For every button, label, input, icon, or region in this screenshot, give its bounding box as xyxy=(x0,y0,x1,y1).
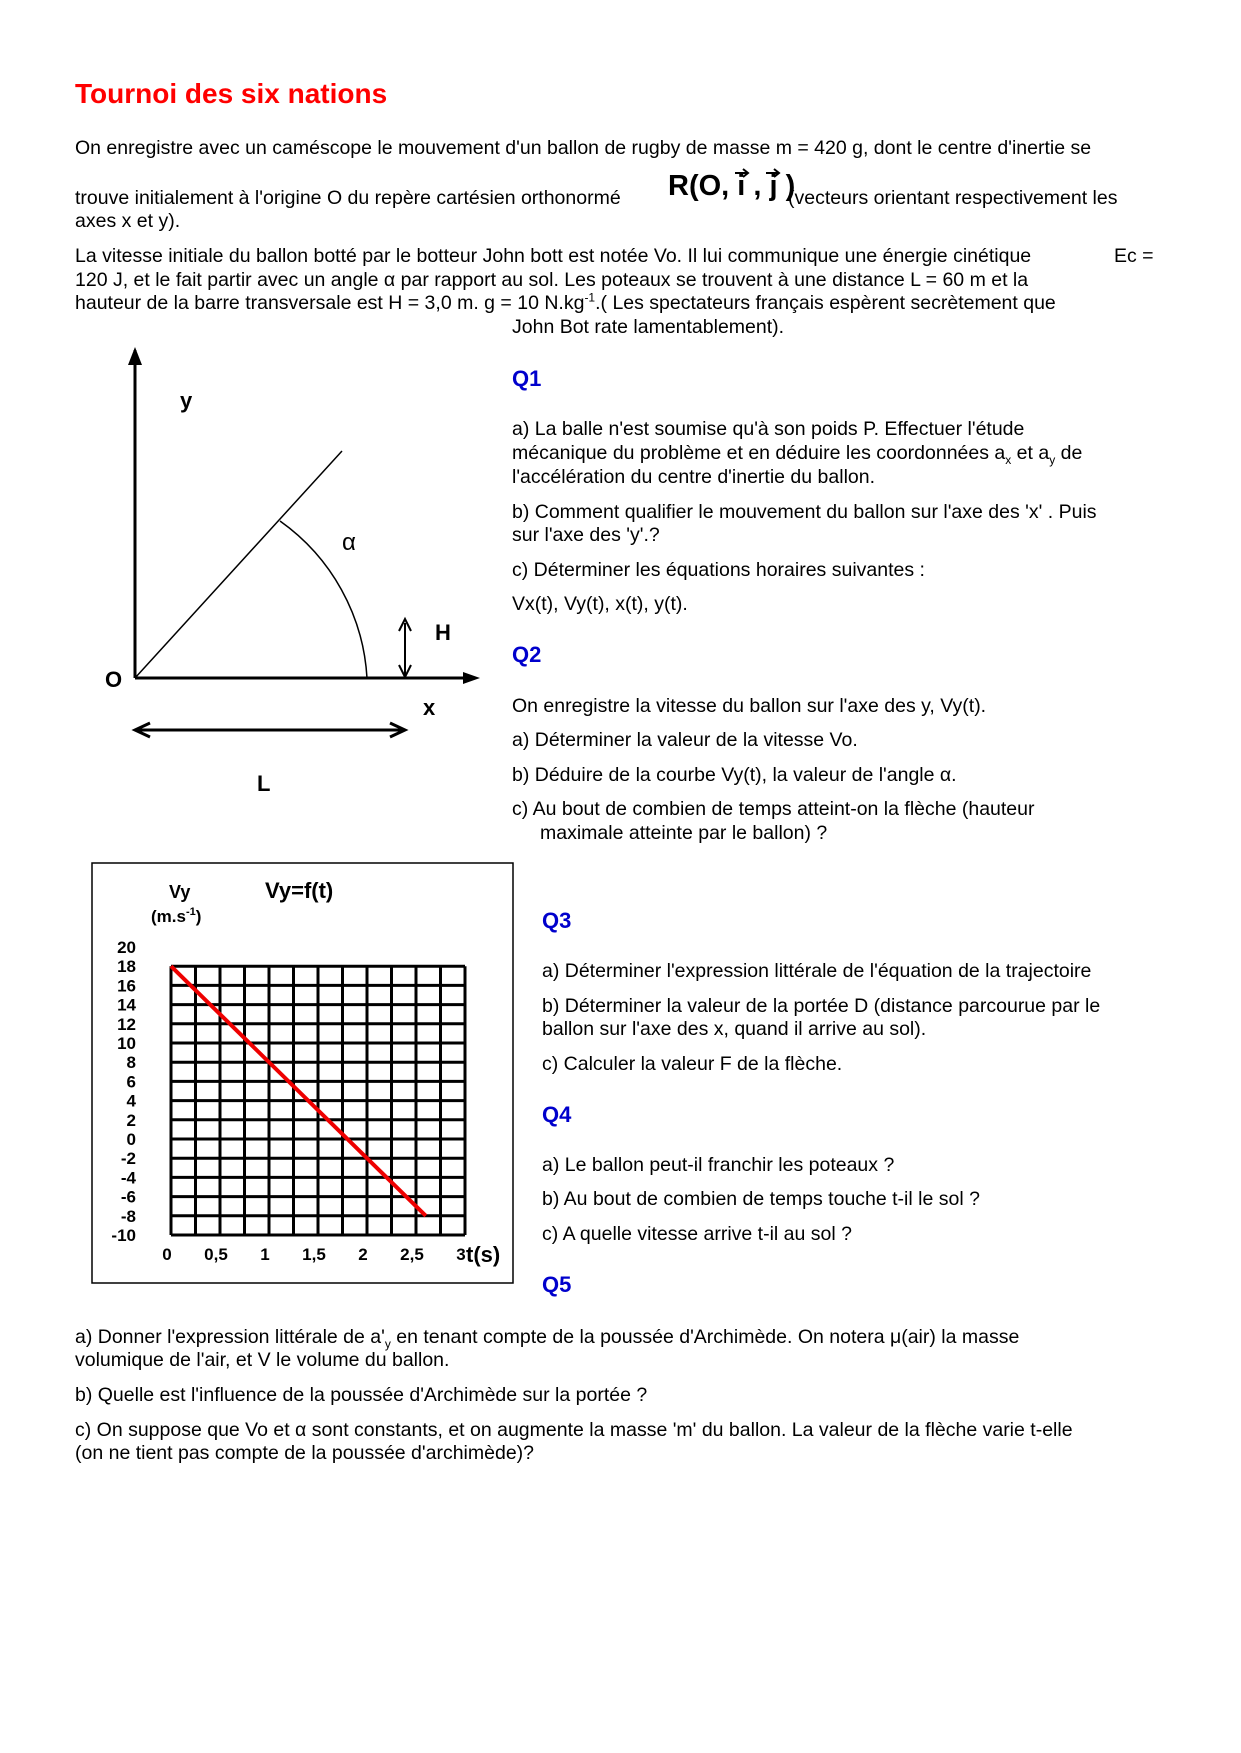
q1-heading: Q1 xyxy=(512,366,542,391)
y-tick-label: -4 xyxy=(120,1168,136,1188)
q4-a: a) Le ballon peut-il franchir les poteaux ? xyxy=(542,1154,895,1176)
intro-p2-line-4: John Bot rate lamentablement). xyxy=(512,316,785,338)
intro-p2-line-3: hauteur de la barre transversale est H = 3,0 m. g = 10 $N.kg^{-1}$.( Les spectateurs français espèrent secrètement que xyxy=(75,290,1056,314)
q3-b-line-2: ballon sur l'axe des x, quand il arrive au sol). xyxy=(542,1018,927,1040)
q2-b: b) Déduire de la courbe Vy(t), la valeur de l'angle α. xyxy=(512,764,957,786)
angle-alpha-label: α xyxy=(342,529,356,556)
x-tick-label: 1 xyxy=(260,1245,270,1264)
y-tick-label: -10 xyxy=(111,1226,136,1245)
y-tick-label: 20 xyxy=(117,938,136,957)
intro-p2-line-1-end: Ec = xyxy=(1114,245,1154,267)
q4-heading: Q4 xyxy=(542,1102,572,1127)
y-tick-label: 16 xyxy=(117,976,136,996)
page-title: Tournoi des six nations xyxy=(75,78,388,109)
y-tick-label: -2 xyxy=(120,1149,136,1169)
y-tick-label: 14 xyxy=(117,995,136,1015)
x-axis-label: x xyxy=(423,695,436,720)
intro-line-2: trouve initialement à l'origine O du repère cartésien orthonormé xyxy=(75,187,621,209)
l-label: L xyxy=(257,771,271,796)
h-label: H xyxy=(435,620,451,645)
q4-c: c) A quelle vitesse arrive t-il au sol ? xyxy=(542,1223,852,1245)
y-tick-label: 18 xyxy=(117,957,136,977)
intro-p2-line-2: 120 J, et le fait partir avec un angle α par rapport au sol. Les poteaux se trouvent à une distance L = 60 m et la xyxy=(75,269,1029,291)
x-tick-label: 0 xyxy=(162,1245,172,1264)
chart-x-label: t(s) xyxy=(466,1242,501,1267)
q1-a-line-1: a) La balle n'est soumise qu'à son poids P. Effectuer l'étude xyxy=(512,418,1025,440)
y-tick-label: 6 xyxy=(126,1072,136,1092)
y-tick-label: 0 xyxy=(126,1130,136,1149)
q3-heading: Q3 xyxy=(542,908,572,933)
q1-b-line-1: b) Comment qualifier le mouvement du ballon sur l'axe des 'x' . Puis xyxy=(512,501,1097,523)
x-tick-label: 1,5 xyxy=(302,1245,326,1264)
launch-direction-line xyxy=(135,451,342,678)
q5-a-line-1: a) Donner l'expression littérale de $a'_y$ en tenant compte de la poussée d'Archimède. On notera μ(air) la masse xyxy=(75,1326,1020,1351)
y-tick-label: 12 xyxy=(117,1014,136,1034)
chart-frame xyxy=(92,863,513,1283)
chart-y-unit: $(m.s^{-1})$ xyxy=(151,906,202,926)
origin-label: O xyxy=(105,667,123,692)
y-tick-label: 10 xyxy=(117,1034,136,1053)
y-tick-label: -6 xyxy=(120,1187,136,1207)
y-tick-label: 8 xyxy=(126,1053,136,1073)
q5-a-line-2: volumique de l'air, et V le volume du ballon. xyxy=(75,1349,450,1371)
chart-title: Vy=f(t) xyxy=(265,878,334,903)
q3-c: c) Calculer la valeur F de la flèche. xyxy=(542,1053,843,1075)
q3-a: a) Déterminer l'expression littérale de l'équation de la trajectoire xyxy=(542,960,1092,982)
x-tick-label: 0,5 xyxy=(204,1245,228,1264)
q5-heading: Q5 xyxy=(542,1272,572,1297)
intro-line-1: On enregistre avec un caméscope le mouvement d'un ballon de rugby de masse m = 420 g, dont le centre d'inertie se xyxy=(75,137,1092,159)
frame-notation: R(O, i , j ) xyxy=(668,170,796,202)
q2-intro: On enregistre la vitesse du ballon sur l'axe des y, Vy(t). xyxy=(512,695,987,717)
q1-c-line-2: Vx(t), Vy(t), x(t), y(t). xyxy=(512,593,688,615)
x-tick-label: 2,5 xyxy=(400,1245,424,1264)
y-axis-arrowhead xyxy=(128,347,142,365)
trajectory-diagram xyxy=(95,335,495,805)
y-tick-label: 4 xyxy=(126,1091,136,1111)
q2-a: a) Déterminer la valeur de la vitesse Vo. xyxy=(512,729,858,751)
q1-a-line-3: l'accélération du centre d'inertie du ballon. xyxy=(512,466,876,488)
q1-b-line-2: sur l'axe des 'y'.? xyxy=(512,524,660,546)
q1-c-line-1: c) Déterminer les équations horaires suivantes : xyxy=(512,559,925,581)
vy-chart xyxy=(91,862,514,1284)
x-tick-label: 3 xyxy=(456,1245,466,1264)
q5-c-line-2: (on ne tient pas compte de la poussée d'archimède)? xyxy=(75,1442,535,1464)
q2-c-line-1: c) Au bout de combien de temps atteint-on la flèche (hauteur xyxy=(512,798,1035,820)
x-tick-label: 2 xyxy=(358,1245,368,1264)
intro-line-3: axes x et y). xyxy=(75,210,181,232)
chart-y-label: Vy xyxy=(169,882,191,902)
q3-b-line-1: b) Déterminer la valeur de la portée D (distance parcourue par le xyxy=(542,995,1101,1017)
q2-c-line-2: maximale atteinte par le ballon) ? xyxy=(540,822,828,844)
q5-b: b) Quelle est l'influence de la poussée d'Archimède sur la portée ? xyxy=(75,1384,648,1406)
intro-p2-line-1: La vitesse initiale du ballon botté par le botteur John bott est notée Vo. Il lui communique une énergie cinétique xyxy=(75,245,1032,267)
q1-a-line-2: mécanique du problème et en déduire les coordonnées $a_x$ et $a_y$ de xyxy=(512,442,1083,467)
vector-arrows-icon xyxy=(730,164,790,182)
q5-c-line-1: c) On suppose que Vo et α sont constants, et on augmente la masse 'm' du ballon. La valeur de la flèche varie t-elle xyxy=(75,1419,1073,1441)
y-axis-label: y xyxy=(180,388,193,413)
y-tick-label: 2 xyxy=(126,1110,136,1130)
y-tick-label: -8 xyxy=(120,1206,136,1226)
x-axis-arrowhead xyxy=(463,672,480,684)
q4-b: b) Au bout de combien de temps touche t-il le sol ? xyxy=(542,1188,980,1210)
intro-line-2-end: (vecteurs orientant respectivement les xyxy=(788,187,1118,209)
q2-heading: Q2 xyxy=(512,642,542,667)
